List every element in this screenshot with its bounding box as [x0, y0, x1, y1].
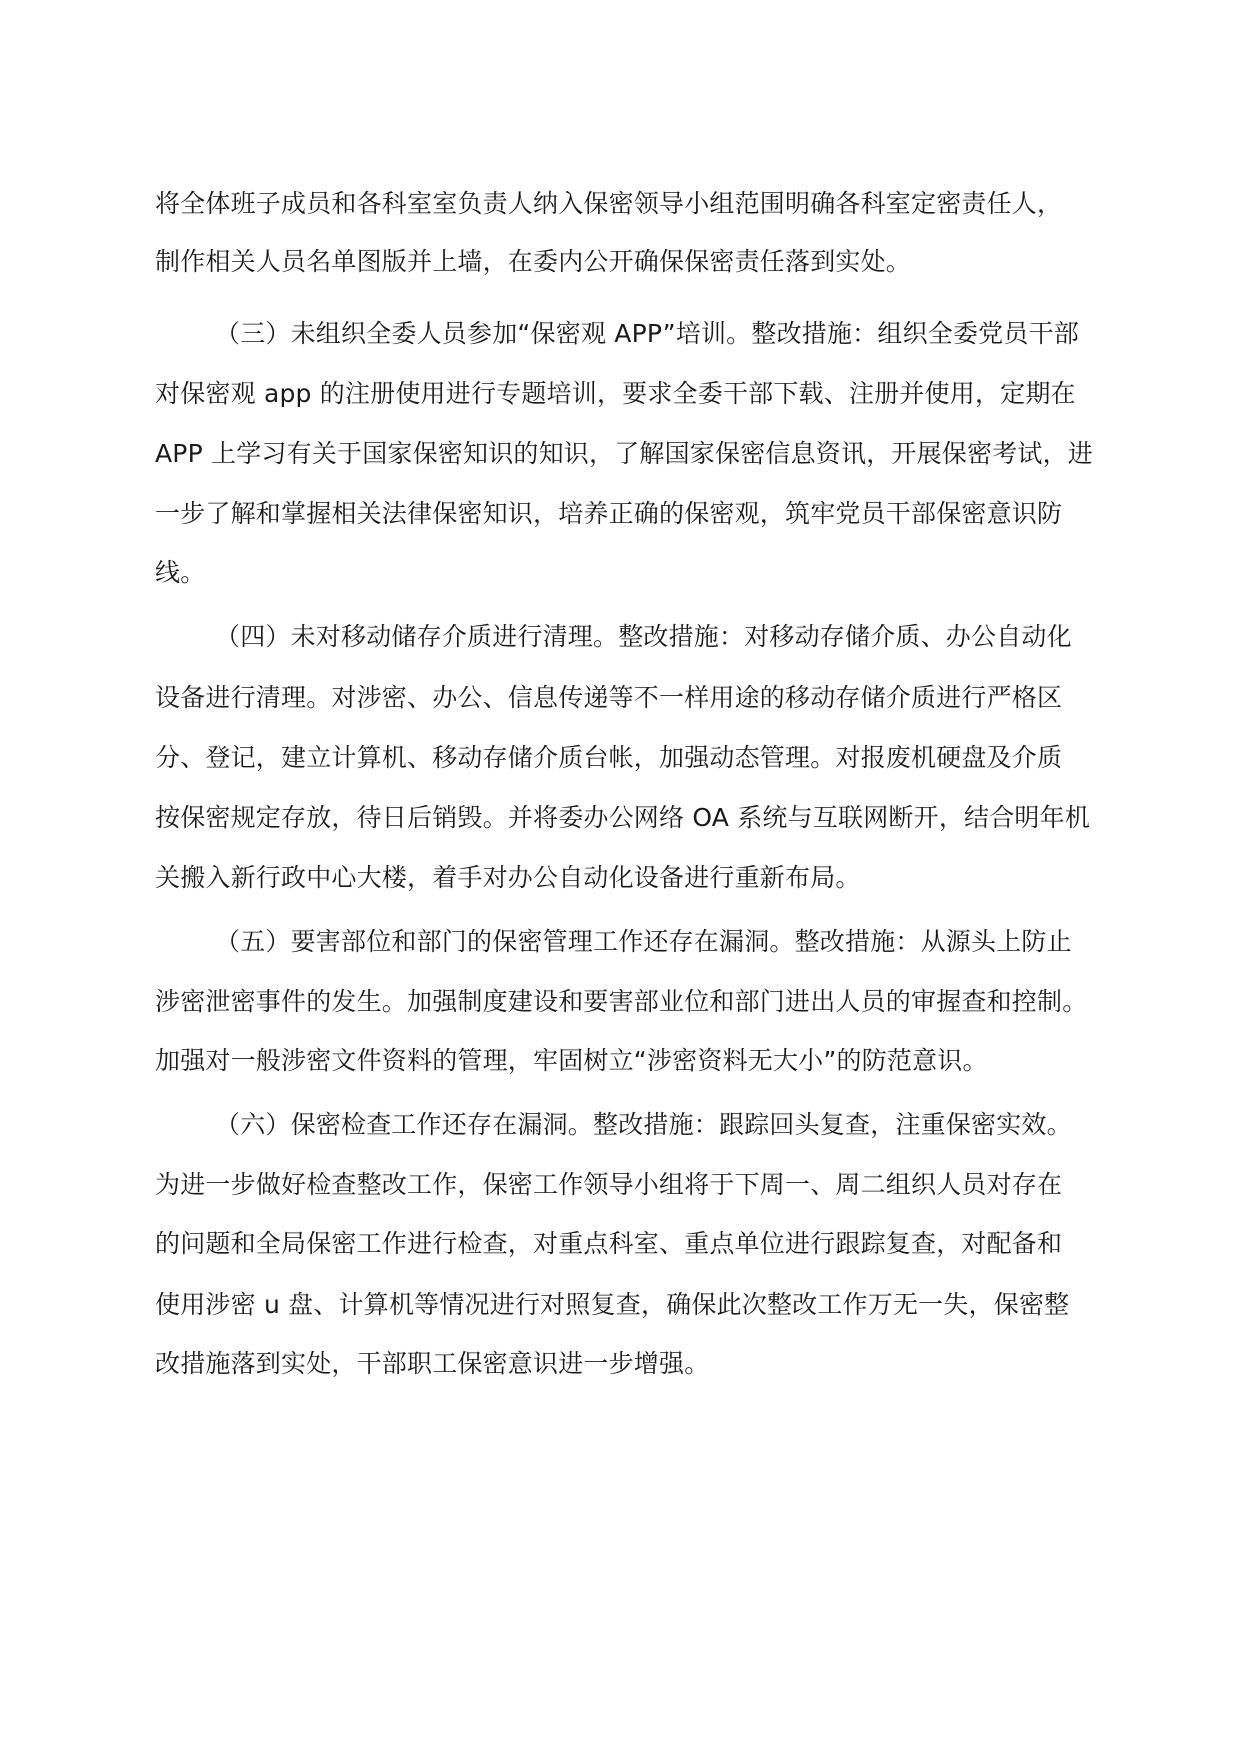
text-line: 使用涉密 u 盘、计算机等情况进行对照复查，确保此次整改工作万无一失，保密整	[155, 1290, 1070, 1319]
paragraph-heading-4: （四）未对移动储存介质进行清理。整改措施：对移动存储介质、办公自动化	[215, 622, 1072, 651]
paragraph-heading-3: （三）未组织全委人员参加“保密观 APP”培训。整改措施：组织全委党员干部	[215, 319, 1079, 348]
text-line: 关搬入新行政中心大楼，着手对办公自动化设备进行重新布局。	[155, 863, 861, 892]
paragraph-heading-6: （六）保密检查工作还存在漏洞。整改措施：跟踪回头复查，注重保密实效。	[215, 1110, 1072, 1139]
text-line: 将全体班子成员和各科室室负责人纳入保密领导小组范围明确各科室定密责任人，	[155, 189, 1063, 218]
paragraph-heading-5: （五）要害部位和部门的保密管理工作还存在漏洞。整改措施：从源头上防止	[215, 927, 1072, 956]
text-line: 制作相关人员名单图版并上墙，在委内公开确保保密责任落到实处。	[155, 247, 912, 276]
text-line: 涉密泄密事件的发生。加强制度建设和要害部业位和部门进出人员的审握查和控制。	[155, 987, 1088, 1016]
text-line: 按保密规定存放，待日后销毁。并将委办公网络 OA 系统与互联网断开，结合明年机	[155, 803, 1091, 832]
text-line: APP 上学习有关于国家保密知识的知识，了解国家保密信息资讯，开展保密考试，进	[155, 439, 1094, 468]
text-line: 一步了解和掌握相关法律保密知识，培养正确的保密观，筑牢党员干部保密意识防	[155, 499, 1063, 528]
text-line: 为进一步做好检查整改工作，保密工作领导小组将于下周一、周二组织人员对存在	[155, 1170, 1063, 1199]
text-line: 的问题和全局保密工作进行检查，对重点科室、重点单位进行跟踪复查，对配备和	[155, 1229, 1063, 1258]
text-line: 对保密观 app 的注册使用进行专题培训，要求全委干部下载、注册并使用，定期在	[155, 379, 1076, 408]
text-line: 加强对一般涉密文件资料的管理，牢固树立“涉密资料无大小”的防范意识。	[155, 1046, 988, 1075]
text-line: 分、登记，建立计算机、移动存储介质台帐，加强动态管理。对报废机硬盘及介质	[155, 743, 1063, 772]
text-line: 改措施落到实处，干部职工保密意识进一步增强。	[155, 1349, 710, 1378]
text-line: 设备进行清理。对涉密、办公、信息传递等不一样用途的移动存储介质进行严格区	[155, 683, 1063, 712]
text-line: 线。	[155, 558, 206, 587]
